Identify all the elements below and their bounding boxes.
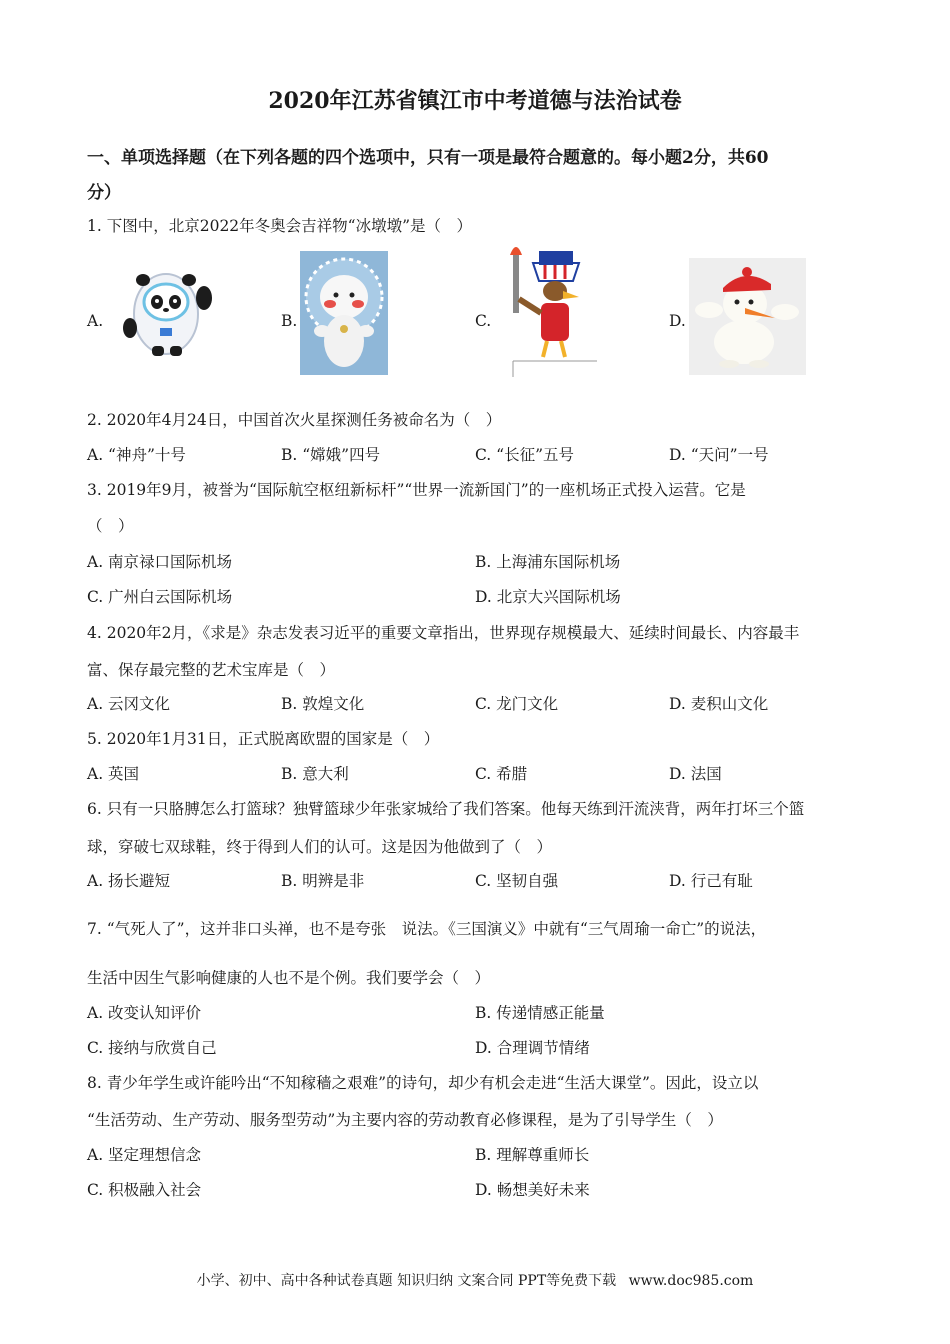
question-4-stem-line1: 4. 2020年2月，《求是》杂志发表习近平的重要文章指出，世界现存规模最大、延续时间最长、内容最丰 <box>87 624 800 642</box>
q2-option-d: D. “天问”一号 <box>669 446 769 464</box>
q3-option-d: D. 北京大兴国际机场 <box>475 588 621 606</box>
snow-mascot-image <box>300 251 388 375</box>
q2-option-c: C. “长征”五号 <box>475 446 575 464</box>
question-1-stem: 1. 下图中，北京2022年冬奥会吉祥物“冰墩墩”是（ ） <box>87 217 473 235</box>
q8-option-d: D. 畅想美好未来 <box>475 1181 590 1199</box>
question-5-stem: 5. 2020年1月31日，正式脱离欧盟的国家是（ ） <box>87 730 440 748</box>
q5-option-d: D. 法国 <box>669 765 722 783</box>
q5-option-a: A. 英国 <box>87 765 140 783</box>
q4-option-a: A. 云冈文化 <box>87 695 171 713</box>
q7-option-c: C. 接纳与欣赏自己 <box>87 1039 217 1057</box>
q4-option-d: D. 麦积山文化 <box>669 695 769 713</box>
q2-option-b: B. “嫦娥”四号 <box>281 446 381 464</box>
snowman-mascot-image <box>689 258 806 375</box>
question-3-stem-line1: 3. 2019年9月，被誉为“国际航空枢纽新标杆”“世界一流新国门”的一座机场正式投入运营。它是 <box>87 481 746 499</box>
q8-option-a: A. 坚定理想信念 <box>87 1146 202 1164</box>
footer-text: 小学、初中、高中各种试卷真题 知识归纳 文案合同 PPT等免费下载 <box>196 1273 617 1289</box>
q4-option-c: C. 龙门文化 <box>475 695 559 713</box>
section-heading-line1: 一、单项选择题（在下列各题的四个选项中，只有一项是最符合题意的。每小题2分，共60 <box>87 148 769 168</box>
q1-option-b-label: B. <box>281 312 298 330</box>
q8-option-c: C. 积极融入社会 <box>87 1181 202 1199</box>
q5-option-c: C. 希腊 <box>475 765 528 783</box>
q2-option-a: A. “神舟”十号 <box>87 446 186 464</box>
q6-option-a: A. 扬长避短 <box>87 872 171 890</box>
eagle-mascot-image <box>493 243 597 377</box>
question-6-stem-line2: 球，穿破七双球鞋，终于得到人们的认可。这是因为他做到了（ ） <box>87 838 553 856</box>
question-8-stem-line1: 8. 青少年学生或许能吟出“不知稼穑之艰难”的诗句，却少有机会走进“生活大课堂”。因此，设立以 <box>87 1074 759 1092</box>
q7-option-b: B. 传递情感正能量 <box>475 1004 605 1022</box>
question-7-stem-line2: 生活中因生气影响健康的人也不是个例。我们要学会（ ） <box>87 969 491 987</box>
q3-option-c: C. 广州白云国际机场 <box>87 588 233 606</box>
q6-option-b: B. 明辨是非 <box>281 872 365 890</box>
q4-option-b: B. 敦煌文化 <box>281 695 365 713</box>
q1-option-c-label: C. <box>475 312 492 330</box>
q6-option-d: D. 行己有耻 <box>669 872 753 890</box>
q3-option-b: B. 上海浦东国际机场 <box>475 553 621 571</box>
question-6-stem-line1: 6. 只有一只胳膊怎么打篮球？独臂篮球少年张家城给了我们答案。他每天练到汗流浃背，两年打坏三个篮 <box>87 800 805 818</box>
q7-option-a: A. 改变认知评价 <box>87 1004 202 1022</box>
q1-option-a-label: A. <box>87 312 104 330</box>
section-heading-line2: 分） <box>87 183 121 203</box>
q3-option-a: A. 南京禄口国际机场 <box>87 553 233 571</box>
q5-option-b: B. 意大利 <box>281 765 349 783</box>
question-4-stem-line2: 富、保存最完整的艺术宝库是（ ） <box>87 661 336 679</box>
q6-option-c: C. 坚韧自强 <box>475 872 559 890</box>
footer-url-link[interactable]: www.doc985.com <box>628 1273 754 1289</box>
page-title: 2020年江苏省镇江市中考道德与法治试卷 <box>268 88 682 114</box>
q1-option-d-label: D. <box>669 312 686 330</box>
question-3-stem-line2: （ ） <box>87 517 134 535</box>
bing-dwen-dwen-mascot-image <box>118 262 218 362</box>
question-7-stem-line1: 7. “气死人了”，这并非口头禅，也不是夸张 说法。《三国演义》中就有“三气周瑜一命亡”的说法， <box>87 920 767 938</box>
question-8-stem-line2: “生活劳动、生产劳动、服务型劳动”为主要内容的劳动教育必修课程，是为了引导学生（ ） <box>87 1111 723 1129</box>
page-footer <box>0 1270 950 1290</box>
q8-option-b: B. 理解尊重师长 <box>475 1146 590 1164</box>
q7-option-d: D. 合理调节情绪 <box>475 1039 590 1057</box>
question-2-stem: 2. 2020年4月24日，中国首次火星探测任务被命名为（ ） <box>87 411 502 429</box>
